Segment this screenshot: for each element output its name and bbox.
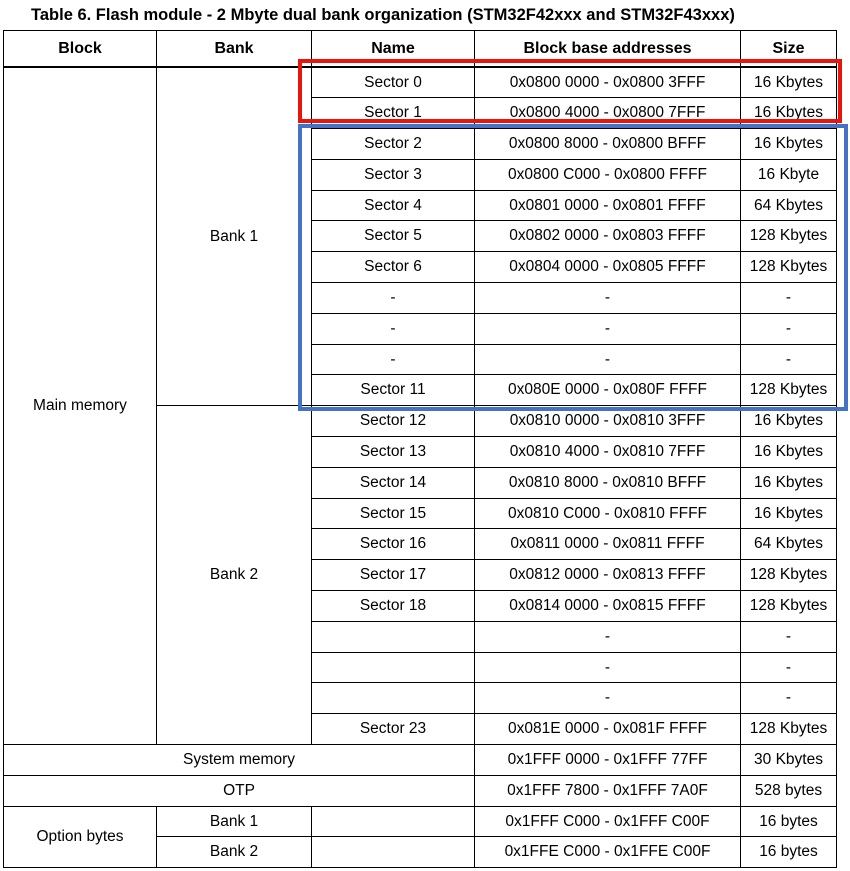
sector-size: - (741, 652, 837, 683)
sector-name: - (312, 283, 475, 314)
sector-size: 16 Kbytes (741, 498, 837, 529)
system-memory-row (4, 745, 837, 776)
sector-size: 16 Kbytes (741, 129, 837, 160)
sector-name: Sector 11 (312, 375, 475, 406)
sector-address: 0x0804 0000 - 0x0805 FFFF (475, 252, 741, 283)
sector-size: 16 Kbytes (741, 67, 837, 98)
option-bytes-row (4, 806, 837, 837)
sector-address: - (475, 313, 741, 344)
sector-size: - (741, 621, 837, 652)
option-bytes-label: Option bytes (4, 806, 157, 868)
sector-size: 16 Kbyte (741, 159, 837, 190)
sector-size: 128 Kbytes (741, 714, 837, 745)
option-bytes-size: 16 bytes (741, 806, 837, 837)
sector-name (312, 621, 475, 652)
sector-name: - (312, 344, 475, 375)
option-bytes-address: 0x1FFF C000 - 0x1FFF C00F (475, 806, 741, 837)
option-bytes-bank: Bank 2 (157, 837, 312, 868)
sector-address: 0x0801 0000 - 0x0801 FFFF (475, 190, 741, 221)
sector-address: - (475, 344, 741, 375)
table-title: Table 6. Flash module - 2 Mbyte dual bank organization (STM32F42xxx and STM32F43xxx) (31, 6, 735, 24)
sector-size: 64 Kbytes (741, 529, 837, 560)
header-block: Block (4, 31, 157, 68)
sector-address: - (475, 652, 741, 683)
bank-1-cell: Bank 1 (157, 67, 312, 406)
sector-size: - (741, 283, 837, 314)
otp-label: OTP (4, 775, 475, 806)
sector-name: Sector 0 (312, 67, 475, 98)
sector-address: 0x0814 0000 - 0x0815 FFFF (475, 591, 741, 622)
sector-address: - (475, 283, 741, 314)
sector-size: 16 Kbytes (741, 437, 837, 468)
sector-name: - (312, 313, 475, 344)
sector-name: Sector 6 (312, 252, 475, 283)
sector-address: 0x0800 C000 - 0x0800 FFFF (475, 159, 741, 190)
sector-name: Sector 2 (312, 129, 475, 160)
sector-address: - (475, 683, 741, 714)
sector-name (312, 652, 475, 683)
sector-size: - (741, 683, 837, 714)
sector-address: 0x080E 0000 - 0x080F FFFF (475, 375, 741, 406)
sector-size: 128 Kbytes (741, 560, 837, 591)
sector-size: - (741, 344, 837, 375)
sector-address: 0x0812 0000 - 0x0813 FFFF (475, 560, 741, 591)
table-row (4, 67, 837, 98)
header-size: Size (741, 31, 837, 68)
sector-address: 0x0802 0000 - 0x0803 FFFF (475, 221, 741, 252)
otp-address: 0x1FFF 7800 - 0x1FFF 7A0F (475, 775, 741, 806)
sector-name: Sector 14 (312, 467, 475, 498)
option-bytes-bank: Bank 1 (157, 806, 312, 837)
sector-size: 64 Kbytes (741, 190, 837, 221)
sector-size: 128 Kbytes (741, 252, 837, 283)
header-bank: Bank (157, 31, 312, 68)
sector-address: 0x081E 0000 - 0x081F FFFF (475, 714, 741, 745)
sector-name: Sector 16 (312, 529, 475, 560)
sector-address: 0x0810 0000 - 0x0810 3FFF (475, 406, 741, 437)
sector-name: Sector 3 (312, 159, 475, 190)
option-bytes-size: 16 bytes (741, 837, 837, 868)
system-memory-label: System memory (4, 745, 475, 776)
sector-name: Sector 5 (312, 221, 475, 252)
system-memory-size: 30 Kbytes (741, 745, 837, 776)
sector-name: Sector 18 (312, 591, 475, 622)
sector-name: Sector 13 (312, 437, 475, 468)
bank-2-cell: Bank 2 (157, 406, 312, 745)
sector-address: 0x0800 8000 - 0x0800 BFFF (475, 129, 741, 160)
sector-size: - (741, 313, 837, 344)
sector-size: 16 Kbytes (741, 406, 837, 437)
sector-address: - (475, 621, 741, 652)
sector-size: 16 Kbytes (741, 467, 837, 498)
sector-size: 128 Kbytes (741, 591, 837, 622)
otp-size: 528 bytes (741, 775, 837, 806)
sector-size: 128 Kbytes (741, 375, 837, 406)
sector-address: 0x0811 0000 - 0x0811 FFFF (475, 529, 741, 560)
sector-size: 128 Kbytes (741, 221, 837, 252)
table-body (4, 67, 837, 868)
sector-name: Sector 4 (312, 190, 475, 221)
sector-name: Sector 17 (312, 560, 475, 591)
sector-name (312, 683, 475, 714)
option-bytes-name (312, 837, 475, 868)
system-memory-address: 0x1FFF 0000 - 0x1FFF 77FF (475, 745, 741, 776)
sector-address: 0x0800 0000 - 0x0800 3FFF (475, 67, 741, 98)
sector-address: 0x0810 4000 - 0x0810 7FFF (475, 437, 741, 468)
block-main-memory: Main memory (4, 67, 157, 745)
option-bytes-name (312, 806, 475, 837)
sector-name: Sector 15 (312, 498, 475, 529)
sector-address: 0x0810 8000 - 0x0810 BFFF (475, 467, 741, 498)
otp-row (4, 775, 837, 806)
sector-name: Sector 1 (312, 98, 475, 129)
table-header-row (4, 31, 837, 68)
sector-name: Sector 12 (312, 406, 475, 437)
sector-address: 0x0800 4000 - 0x0800 7FFF (475, 98, 741, 129)
sector-name: Sector 23 (312, 714, 475, 745)
flash-organization-table (3, 30, 837, 868)
option-bytes-address: 0x1FFE C000 - 0x1FFE C00F (475, 837, 741, 868)
sector-address: 0x0810 C000 - 0x0810 FFFF (475, 498, 741, 529)
sector-size: 16 Kbytes (741, 98, 837, 129)
header-name: Name (312, 31, 475, 68)
header-addresses: Block base addresses (475, 31, 741, 68)
